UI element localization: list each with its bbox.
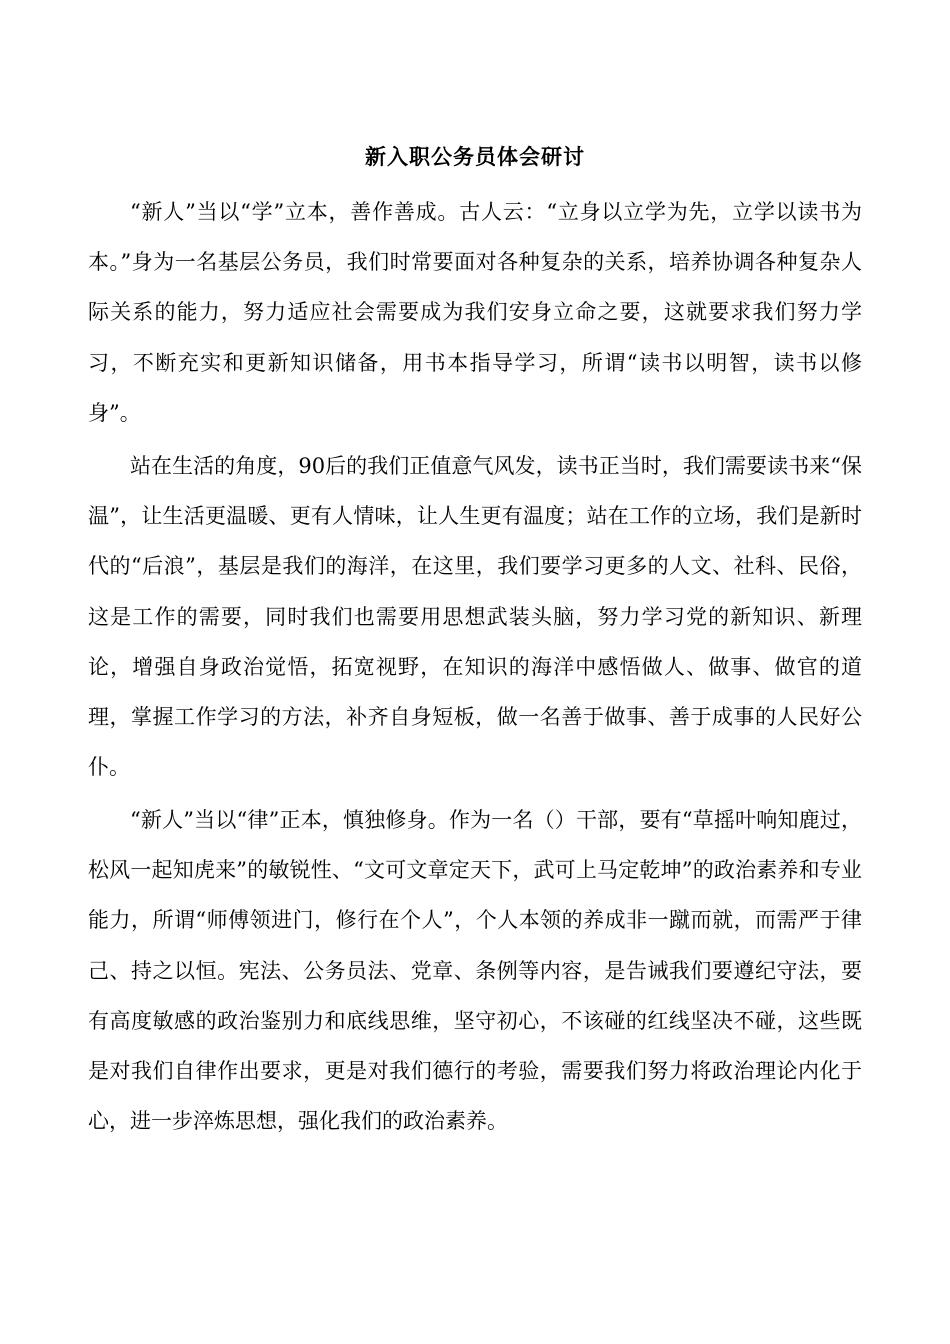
document-title: 新入职公务员体会研讨 bbox=[365, 144, 585, 169]
paragraph-life-work: 站在生活的角度，90后的我们正值意气风发，读书正当时，我们需要读书来“保温”，让生活更温暖、更有人情味，让人生更有温度；站在工作的立场，我们是新时代的“后浪”，基层是我们的海洋，在这里，我们要学习更多的人文、社科、民俗，这是工作的需要，同时我们也需要用思想武装头脑，努力学习党的新知识、新理论，增强自身政治觉悟，拓宽视野，在知识的海洋中感悟做人、做事、做官的道理，掌握工作学习的方法，补齐自身短板，做一名善于做事、善于成事的人民好公仆。 bbox=[88, 454, 862, 780]
paragraph-discipline: “新人”当以“律”正本，慎独修身。作为一名（）干部，要有“草摇叶响知鹿过，松风一起知虎来”的敏锐性、“文可文章定天下，武可上马定乾坤”的政治素养和专业能力，所谓“师傅领进门，修行在个人”，个人本领的养成非一蹴而就，而需严于律己、持之以恒。宪法、公务员法、党章、条例等内容，是告诫我们要遵纪守法，要有高度敏感的政治鉴别力和底线思维，坚守初心，不该碰的红线坚决不碰，这些既是对我们自律作出要求，更是对我们德行的考验，需要我们努力将政治理论内化于心，进一步淬炼思想，强化我们的政治素养。 bbox=[88, 808, 862, 1134]
paragraph-study: “新人”当以“学”立本，善作善成。古人云：“立身以立学为先，立学以读书为本。”身为一名基层公务员，我们时常要面对各种复杂的关系，培养协调各种复杂人际关系的能力，努力适应社会需要成为我们安身立命之要，这就要求我们努力学习，不断充实和更新知识储备，用书本指导学习，所谓“读书以明智，读书以修身”。 bbox=[88, 200, 862, 425]
